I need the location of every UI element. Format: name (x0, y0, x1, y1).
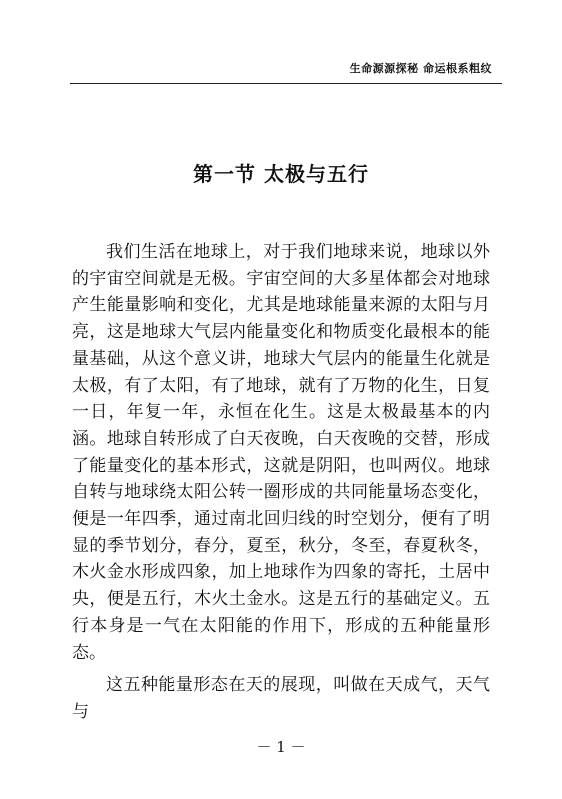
paragraph-1: 我们生活在地球上，对于我们地球来说，地球以外的宇宙空间就是无极。宇宙空间的大多星体都会对地球产生能量影响和变化，尤其是地球能量来源的太阳与月亮，这是地球大气层内能量变化和物质变化最根本的能量基础，从这个意义讲，地球大气层内的能量生化就是太极，有了太阳，有了地球，就有了万物的化生，日复一日，年复一年，永恒在化生。这是太极最基本的内涵。地球自转形成了白天夜晚，白天夜晚的交替，形成了能量变化的基本形式，这就是阴阳，也叫两仪。地球自转与地球绕太阳公转一圈形成的共同能量场态变化，便是一年四季，通过南北回归线的时空划分，便有了明显的季节划分，春分，夏至，秋分，冬至，春夏秋冬，木火金水形成四象，加上地球作为四象的寄托，土居中央，便是五行，木火土金水。这是五行的基础定义。五行本身是一气在太阳能的作用下，形成的五种能量形态。 (72, 242, 490, 663)
body-text (72, 239, 490, 726)
section-title: 第一节 太极与五行 (193, 162, 369, 186)
paragraph-2: 这五种能量形态在天的展现，叫做在天成气，天气与 (72, 675, 490, 722)
header-rule (70, 83, 502, 84)
running-header: 生命源源探秘 命运根系粗纹 (349, 62, 492, 75)
page-number: － 1 － (256, 738, 306, 756)
